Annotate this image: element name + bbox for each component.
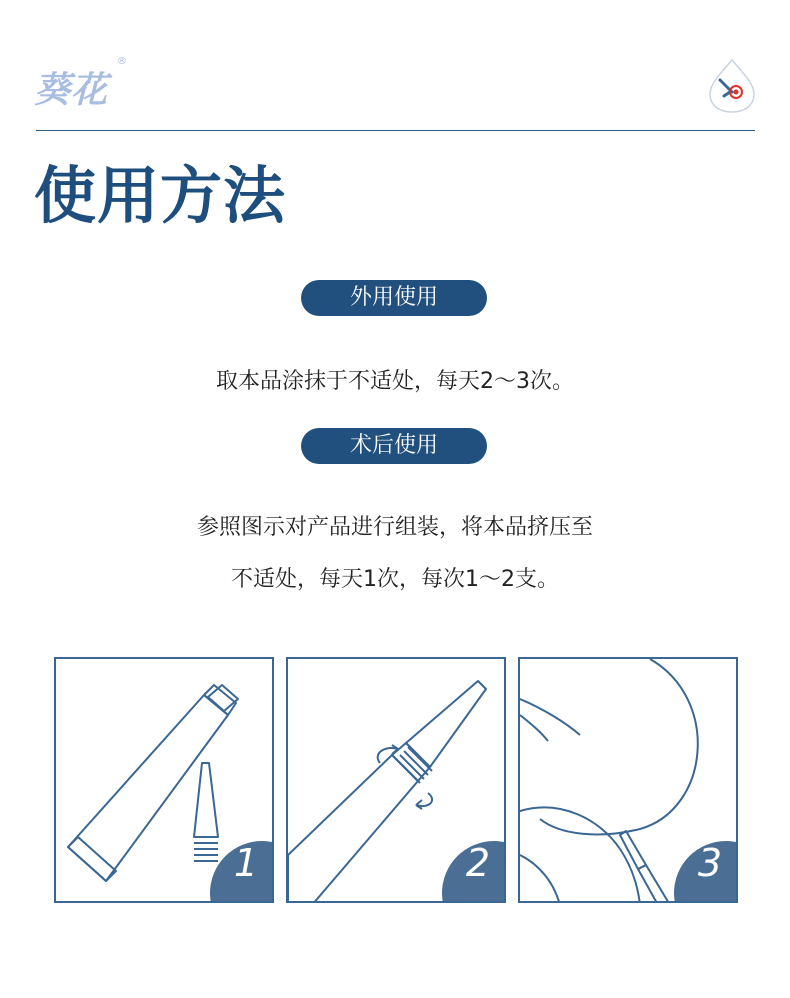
step-panel-1: [54, 657, 274, 903]
step-panel-3: [518, 657, 738, 903]
instruction-text: 不适处，每天1次，每次1～2支。: [231, 567, 559, 592]
header-divider: [36, 130, 755, 131]
registered-mark: ®: [117, 56, 127, 67]
step-number: 1: [233, 841, 259, 885]
droplet-target-icon: [706, 58, 758, 114]
page-title: 使用方法: [34, 159, 287, 232]
brand-logo: 葵花: [34, 69, 109, 111]
instruction-text: 取本品涂抹于不适处，每天2～3次。: [216, 369, 574, 394]
step-panel-2: [286, 657, 506, 903]
section-label-external-use: 外用使用: [301, 280, 487, 316]
step-number: 2: [465, 841, 491, 885]
section-label-post-op-use: 术后使用: [301, 428, 487, 464]
instruction-text: 参照图示对产品进行组装，将本品挤压至: [196, 515, 593, 540]
step-number: 3: [697, 841, 723, 885]
